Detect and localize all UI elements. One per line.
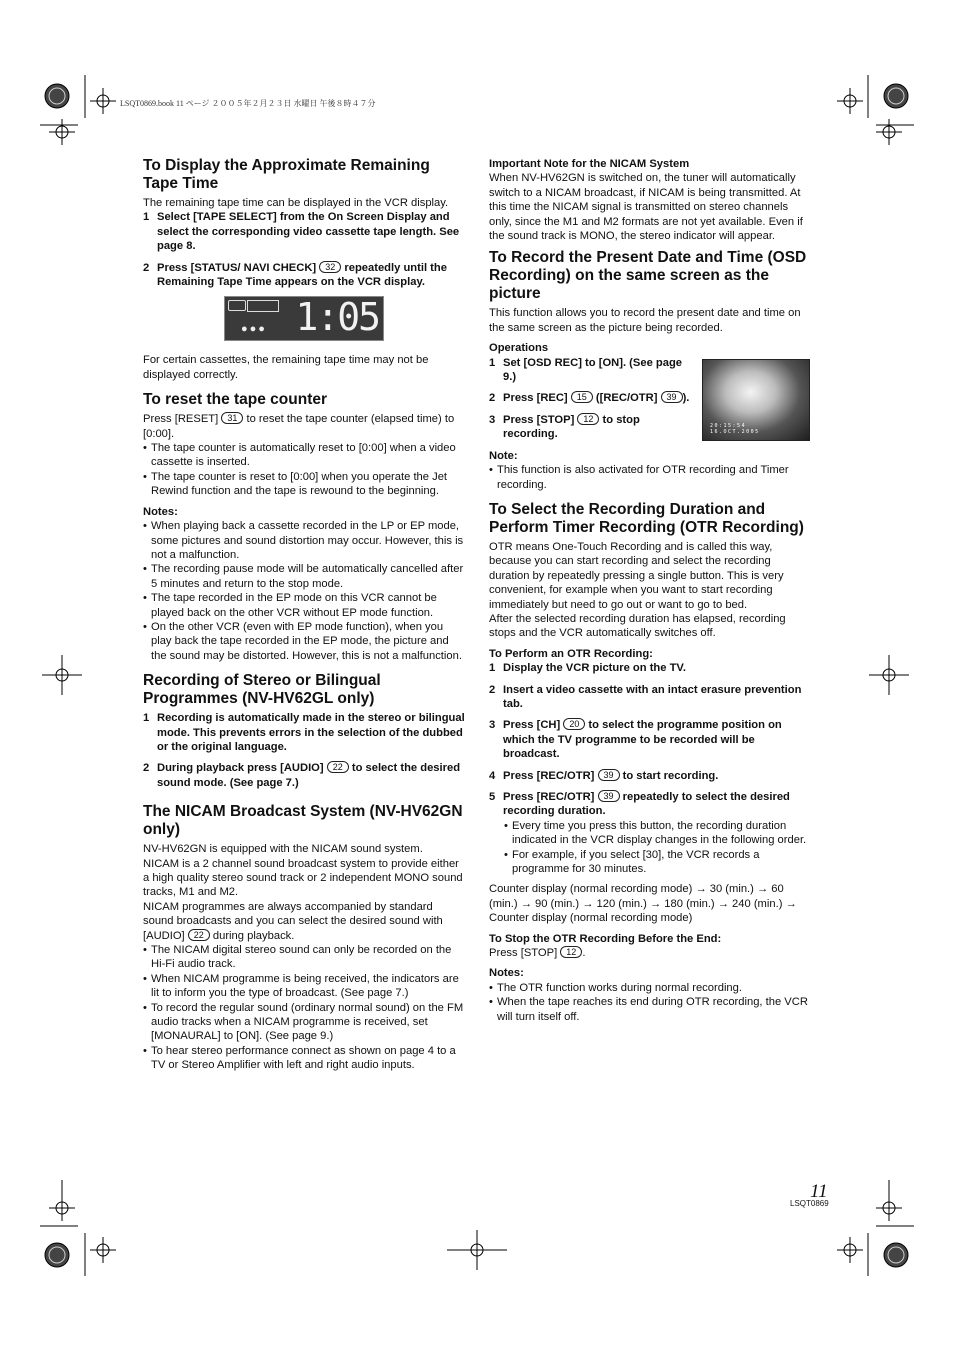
stereo-step-2 [143,761,465,790]
step-number: 1 [489,662,496,675]
step-text: Select [TAPE SELECT] from the On Screen Display and select the corresponding video cassette tape length. See page 8. [157,211,460,253]
nicam-heading: The NICAM Broadcast System (NV-HV62GN only) [143,803,463,839]
indicator-box [247,300,279,312]
reset-text: to reset the tape counter (elapsed time) to [0:00]. [143,413,455,440]
otr-heading: To Select the Recording Duration and Perform Timer Recording (OTR Recording) [489,500,804,536]
button-ref-badge: 32 [319,261,341,273]
note-item: • When playing back a cassette recorded in the LP or EP mode, some pictures and sound distortion may occur. However, this is not a malfunction. [143,519,465,562]
step-text: to stop recording. [503,413,640,441]
indicator-dots: ●●● [241,323,267,336]
reset-bullet: • The tape counter is automatically reset to [0:00] when a video cassette is inserted. [143,441,465,470]
operations-label: Operations [489,342,549,355]
important-note-label: Important Note for the NICAM System [489,158,690,170]
step-text: Press [REC] [503,392,568,405]
photo-date: 16.OCT.2005 [710,429,760,436]
step-text: Press [STOP] [503,413,575,426]
step-text: Press [REC/OTR] [503,791,595,803]
stereo-heading: Recording of Stereo or Bilingual Programmes (NV-HV62GL only) [143,672,381,708]
step-number: 3 [489,719,496,732]
step-text: Display the VCR picture on the TV. [503,662,686,675]
osd-step-2 [489,391,693,405]
reset-paragraph [143,412,465,441]
remaining-time-readout: 1:05 [295,295,379,340]
osd-step-3 [489,413,693,442]
step-text: Recording is automatically made in the stereo or bilingual mode. This prevents errors in the selection of the dubbed or the original language. [157,712,465,753]
otr-sub-bullet: • Every time you press this button, the recording duration indicated in the VCR display changes in the following order. [489,819,811,848]
step-text: to select the desired sound mode. (See page 7.) [157,762,461,789]
perform-otr-label: To Perform an OTR Recording: [489,647,653,660]
otr-step-5 [489,790,811,819]
counter-sequence: Counter display (normal recording mode) → 30 (min.) → 60 (min.) → 90 (min.) → 120 (min.) → 180 (min.) → 240 (min.) → Counter display (normal recording mode) [489,883,797,925]
step-text: repeatedly to select the desired recording duration. [503,791,790,818]
note-item: • On the other VCR (even with EP mode function), when you play back the tape recorded in the EP mode, the picture and the sound may be distorted. However, this is not a malfunction. [143,620,465,663]
osd-note-label: Note: [489,449,518,462]
otr-step-4 [489,769,811,783]
page-number: 11 [810,1181,828,1202]
button-ref-badge: 39 [598,790,620,802]
step-text: Press [REC/OTR] [503,769,595,782]
otr-notes-label: Notes: [489,967,524,980]
step-number: 3 [489,413,496,426]
button-ref-badge: 39 [661,391,683,403]
osd-heading: To Record the Present Date and Time (OSD Recording) on the same screen as the picture [489,249,807,303]
step-text: Press [STATUS/ NAVI CHECK] [157,261,317,274]
notes-label: Notes: [143,505,178,518]
nicam-bullet: • When NICAM programme is being received, the indicators are lit to inform you the type of broadcast. (See page 7.) [143,972,465,1001]
file-header-line: LSQT0869.book 11 ページ ２００５年２月２３日 水曜日 午後８時４７分 [120,99,376,108]
reset-bullet: • The tape counter is reset to [0:00] when you operate the Jet Rewind function and the tape is rewound to the beginning. [143,470,465,499]
remaining-note: For certain cassettes, the remaining tape time may not be displayed correctly. [143,354,429,381]
step-text: ). [682,392,690,405]
remaining-intro: The remaining tape time can be displayed in the VCR display. [143,197,449,209]
otr-step-3 [489,718,811,761]
button-ref-badge: 31 [221,412,243,424]
step-number: 2 [489,683,496,696]
reset-counter-heading: To reset the tape counter [143,391,328,409]
stop-otr-label: To Stop the OTR Recording Before the End: [489,932,722,945]
stop-otr-text [489,946,811,960]
osd-note: • This function is also activated for OTR recording and Timer recording. [489,463,811,492]
otr-note: • The OTR function works during normal recording. [489,981,811,995]
remaining-step-1 [143,210,465,253]
step-number: 2 [143,261,150,274]
step-number: 1 [143,211,150,224]
tulip-photo [702,359,810,441]
step-text: to start recording. [619,769,719,782]
step-number: 2 [489,392,496,405]
important-note-text: When NV-HV62GN is switched on, the tuner will automatically switch to a NICAM broadcast, if NICAM is being transmitted. At this time the NICAM signal is transmitted on stereo channels only, since the M1 and M2 formats are not yet available. Even if the sound track is MONO, the stereo indicator will appear. [489,172,803,243]
cassette-icon [228,300,246,311]
nicam-bullet: • The NICAM digital stereo sound can only be recorded on the Hi-Fi audio track. [143,943,465,972]
step-text: Set [OSD REC] to [ON]. (See page 9.) [503,356,683,384]
remaining-time-heading: To Display the Approximate Remaining Tape Time [143,157,430,192]
step-number: 2 [143,762,150,775]
stop-text: . [582,947,586,960]
step-text: ([REC/OTR] [592,392,658,405]
photo-timestamp [710,423,760,435]
step-text: to select the programme position on which the TV programme to be recorded will be broadcast. [503,719,782,761]
stereo-step-1 [143,711,465,754]
osd-operations [489,341,811,441]
osd-intro: This function allows you to record the present date and time on the same screen as the picture being recorded. [489,307,801,334]
step-text: Insert a video cassette with an intact erasure prevention tab. [503,683,802,710]
button-ref-badge: 22 [327,761,349,773]
step-number: 5 [489,791,496,803]
nicam-bullet: • To record the regular sound (ordinary normal sound) on the FM audio tracks when a NICAM programme is received, set [MONAURAL] to [ON]. (See page 9.) [143,1001,465,1044]
otr-note: • When the tape reaches its end during OTR recording, the VCR will turn itself off. [489,995,811,1024]
osd-step-1 [489,356,693,385]
otr-step-1 [489,661,811,675]
note-item: • The recording pause mode will be automatically cancelled after 5 minutes and return to the stop mode. [143,562,465,591]
otr-step-2 [489,683,811,712]
step-number: 1 [489,356,496,369]
step-number: 4 [489,769,496,782]
nicam-text: NICAM programmes are always accompanied by standard sound broadcasts and you can select the desired sound with [AUDIO] [143,900,443,942]
nicam-text: during playback. [209,929,295,942]
button-ref-badge: 39 [598,769,620,781]
nicam-paragraph: NV-HV62GN is equipped with the NICAM sound system. [143,843,423,856]
otr-sub-bullet: • For example, if you select [30], the VCR records a programme for 30 minutes. [489,848,811,877]
step-text: During playback press [AUDIO] [157,762,324,775]
button-ref-badge: 20 [563,718,585,730]
step-number: 1 [143,712,150,725]
document-code: LSQT0869 [790,1199,829,1208]
nicam-bullet: • To hear stereo performance connect as shown on page 4 to a TV or Stereo Amplifier with left and right audio inputs. [143,1044,465,1073]
vcr-display-illustration [224,296,384,341]
note-item: • The tape recorded in the EP mode on this VCR cannot be played back on the other VCR without EP mode function. [143,591,465,620]
nicam-paragraph [143,900,465,943]
button-ref-badge: 15 [571,391,593,403]
remaining-step-2 [143,261,465,290]
left-column [143,157,465,1073]
button-ref-badge: 22 [188,929,210,941]
button-ref-badge: 12 [577,413,599,425]
stop-text: Press [STOP] [489,947,558,960]
button-ref-badge: 12 [560,946,582,958]
reset-text: Press [RESET] [143,413,219,426]
nicam-paragraph: NICAM is a 2 channel sound broadcast system to provide either a high quality stereo sound track or 2 independent MONO sound tracks, M1 and M2. [143,857,463,899]
otr-paragraph: After the selected recording duration has elapsed, recording stops and the VCR automatically switches off. [489,612,786,640]
otr-paragraph: OTR means One-Touch Recording and is called this way, because you can start recording and select the recording duration by repeatedly pressing a single button. This is very convenient, for example when you want to start recording immediately but need to go out or want to go to bed. [489,540,784,611]
right-column [489,157,811,1024]
step-text: Press [CH] [503,719,561,732]
step-text: repeatedly until the Remaining Tape Time appears on the VCR display. [157,261,447,289]
photo-time: 20:15:54 [710,423,747,430]
